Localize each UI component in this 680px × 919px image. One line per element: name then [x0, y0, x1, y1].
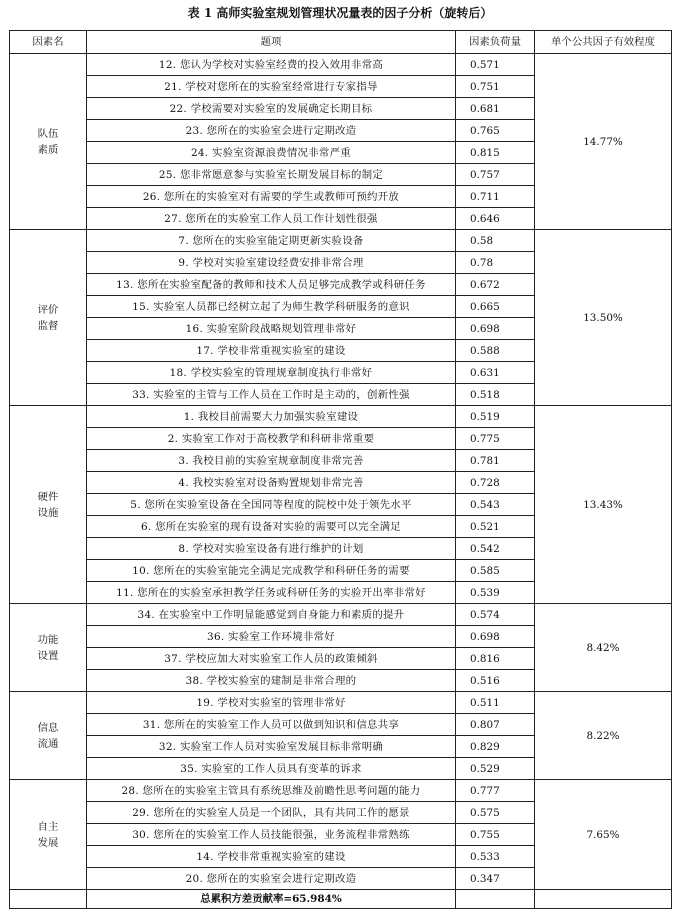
loading-cell: 0.533: [456, 846, 535, 868]
item-text-cell: 35. 实验室的工作人员具有变革的诉求: [87, 758, 456, 780]
variance-cell: 8.22%: [535, 692, 672, 780]
factor-name-line1: 队伍: [37, 127, 59, 140]
table-row: [10, 230, 672, 252]
item-text-cell: 4. 我校实验室对设备购置规划非常完善: [87, 472, 456, 494]
item-text-cell: 11. 您所在的实验室承担教学任务或科研任务的实验开出率非常好: [87, 582, 456, 604]
item-text-cell: 5. 您所在实验室设备在全国同等程度的院校中处于领先水平: [87, 494, 456, 516]
item-text-cell: 34. 在实验室中工作明显能感觉到自身能力和素质的提升: [87, 604, 456, 626]
total-blank-cell: [456, 890, 535, 909]
loading-cell: 0.777: [456, 780, 535, 802]
loading-cell: 0.529: [456, 758, 535, 780]
table-row: [10, 406, 672, 428]
item-text-cell: 19. 学校对实验室的管理非常好: [87, 692, 456, 714]
table-row: [10, 54, 672, 76]
header-item: 题项: [87, 31, 456, 54]
table-row: [10, 604, 672, 626]
factor-name-line1: 信息: [37, 721, 59, 734]
header-variance: 单个公共因子有效程度: [535, 31, 672, 54]
item-text-cell: 20. 您所在的实验室会进行定期改造: [87, 868, 456, 890]
factor-name-cell: [10, 780, 87, 890]
loading-cell: 0.585: [456, 560, 535, 582]
loading-cell: 0.681: [456, 98, 535, 120]
loading-cell: 0.588: [456, 340, 535, 362]
loading-cell: 0.539: [456, 582, 535, 604]
item-text-cell: 3. 我校目前的实验室规章制度非常完善: [87, 450, 456, 472]
variance-cell: 7.65%: [535, 780, 672, 890]
variance-cell: 8.42%: [535, 604, 672, 692]
item-text-cell: 9. 学校对实验室建设经费安排非常合理: [87, 252, 456, 274]
table-body: [10, 54, 672, 909]
loading-cell: 0.781: [456, 450, 535, 472]
item-text-cell: 12. 您认为学校对实验室经费的投入效用非常高: [87, 54, 456, 76]
factor-name-line1: 自主: [37, 820, 59, 833]
item-text-cell: 28. 您所在的实验室主管具有系统思维及前瞻性思考问题的能力: [87, 780, 456, 802]
item-text-cell: 25. 您非常愿意参与实验室长期发展目标的制定: [87, 164, 456, 186]
factor-name-line1: 硬件: [37, 490, 59, 503]
factor-name-line2: 设置: [37, 649, 59, 662]
loading-cell: 0.711: [456, 186, 535, 208]
loading-cell: 0.511: [456, 692, 535, 714]
table-row: [10, 692, 672, 714]
loading-cell: 0.519: [456, 406, 535, 428]
item-text-cell: 13. 您所在实验室配备的教师和技术人员足够完成教学或科研任务: [87, 274, 456, 296]
total-blank-cell: [10, 890, 87, 909]
item-text-cell: 1. 我校目前需要大力加强实验室建设: [87, 406, 456, 428]
total-blank-cell: [535, 890, 672, 909]
item-text-cell: 6. 您所在实验室的现有设备对实验的需要可以完全满足: [87, 516, 456, 538]
factor-name-line2: 流通: [37, 737, 59, 750]
loading-cell: 0.698: [456, 626, 535, 648]
loading-cell: 0.728: [456, 472, 535, 494]
item-text-cell: 21. 学校对您所在的实验室经常进行专家指导: [87, 76, 456, 98]
item-text-cell: 32. 实验室工作人员对实验室发展目标非常明确: [87, 736, 456, 758]
loading-cell: 0.347: [456, 868, 535, 890]
loading-cell: 0.542: [456, 538, 535, 560]
loading-cell: 0.58: [456, 230, 535, 252]
loading-cell: 0.665: [456, 296, 535, 318]
item-text-cell: 24. 实验室资源浪费情况非常严重: [87, 142, 456, 164]
item-text-cell: 30. 您所在的实验室工作人员技能很强，业务流程非常熟练: [87, 824, 456, 846]
loading-cell: 0.518: [456, 384, 535, 406]
variance-cell: 13.50%: [535, 230, 672, 406]
loading-cell: 0.571: [456, 54, 535, 76]
variance-cell: 13.43%: [535, 406, 672, 604]
header-row: [10, 31, 672, 54]
factor-name-line1: 功能: [37, 633, 59, 646]
item-text-cell: 8. 学校对实验室设备有进行维护的计划: [87, 538, 456, 560]
factor-name-line2: 设施: [37, 506, 59, 519]
loading-cell: 0.815: [456, 142, 535, 164]
factor-name-line1: 评价: [37, 303, 59, 316]
loading-cell: 0.757: [456, 164, 535, 186]
factor-name-line2: 监督: [37, 319, 59, 332]
item-text-cell: 2. 实验室工作对于高校教学和科研非常重要: [87, 428, 456, 450]
header-factor: 因素名: [10, 31, 87, 54]
loading-cell: 0.78: [456, 252, 535, 274]
item-text-cell: 23. 您所在的实验室会进行定期改造: [87, 120, 456, 142]
total-row: [10, 890, 672, 909]
item-text-cell: 22. 学校需要对实验室的发展确定长期目标: [87, 98, 456, 120]
item-text-cell: 7. 您所在的实验室能定期更新实验设备: [87, 230, 456, 252]
factor-name-line2: 发展: [37, 836, 59, 849]
item-text-cell: 38. 学校实验室的建制是非常合理的: [87, 670, 456, 692]
factor-name-cell: [10, 54, 87, 230]
factor-analysis-table: [9, 30, 672, 909]
loading-cell: 0.755: [456, 824, 535, 846]
factor-name-cell: [10, 604, 87, 692]
total-variance-text: 总累积方差贡献率=65.984%: [87, 890, 456, 909]
item-text-cell: 33. 实验室的主管与工作人员在工作时是主动的，创新性强: [87, 384, 456, 406]
item-text-cell: 16. 实验室阶段战略规划管理非常好: [87, 318, 456, 340]
loading-cell: 0.543: [456, 494, 535, 516]
table-row: [10, 780, 672, 802]
loading-cell: 0.631: [456, 362, 535, 384]
loading-cell: 0.575: [456, 802, 535, 824]
loading-cell: 0.698: [456, 318, 535, 340]
item-text-cell: 26. 您所在的实验室对有需要的学生或教师可预约开放: [87, 186, 456, 208]
loading-cell: 0.516: [456, 670, 535, 692]
factor-name-cell: [10, 230, 87, 406]
item-text-cell: 36. 实验室工作环境非常好: [87, 626, 456, 648]
loading-cell: 0.672: [456, 274, 535, 296]
loading-cell: 0.574: [456, 604, 535, 626]
loading-cell: 0.775: [456, 428, 535, 450]
loading-cell: 0.816: [456, 648, 535, 670]
variance-cell: 14.77%: [535, 54, 672, 230]
item-text-cell: 15. 实验室人员都已经树立起了为师生教学科研服务的意识: [87, 296, 456, 318]
item-text-cell: 17. 学校非常重视实验室的建设: [87, 340, 456, 362]
item-text-cell: 37. 学校应加大对实验室工作人员的政策倾斜: [87, 648, 456, 670]
item-text-cell: 18. 学校实验室的管理规章制度执行非常好: [87, 362, 456, 384]
table-title: 表 1 高师实验室规划管理状况量表的因子分析（旋转后）: [187, 6, 493, 20]
loading-cell: 0.521: [456, 516, 535, 538]
header-loading: 因素负荷量: [456, 31, 535, 54]
item-text-cell: 14. 学校非常重视实验室的建设: [87, 846, 456, 868]
factor-name-cell: [10, 692, 87, 780]
loading-cell: 0.807: [456, 714, 535, 736]
loading-cell: 0.829: [456, 736, 535, 758]
factor-name-cell: [10, 406, 87, 604]
loading-cell: 0.751: [456, 76, 535, 98]
item-text-cell: 10. 您所在的实验室能完全满足完成教学和科研任务的需要: [87, 560, 456, 582]
loading-cell: 0.765: [456, 120, 535, 142]
loading-cell: 0.646: [456, 208, 535, 230]
item-text-cell: 27. 您所在的实验室工作人员工作计划性很强: [87, 208, 456, 230]
item-text-cell: 29. 您所在的实验室人员是一个团队，具有共同工作的愿景: [87, 802, 456, 824]
factor-name-line2: 素质: [37, 143, 59, 156]
item-text-cell: 31. 您所在的实验室工作人员可以做到知识和信息共享: [87, 714, 456, 736]
